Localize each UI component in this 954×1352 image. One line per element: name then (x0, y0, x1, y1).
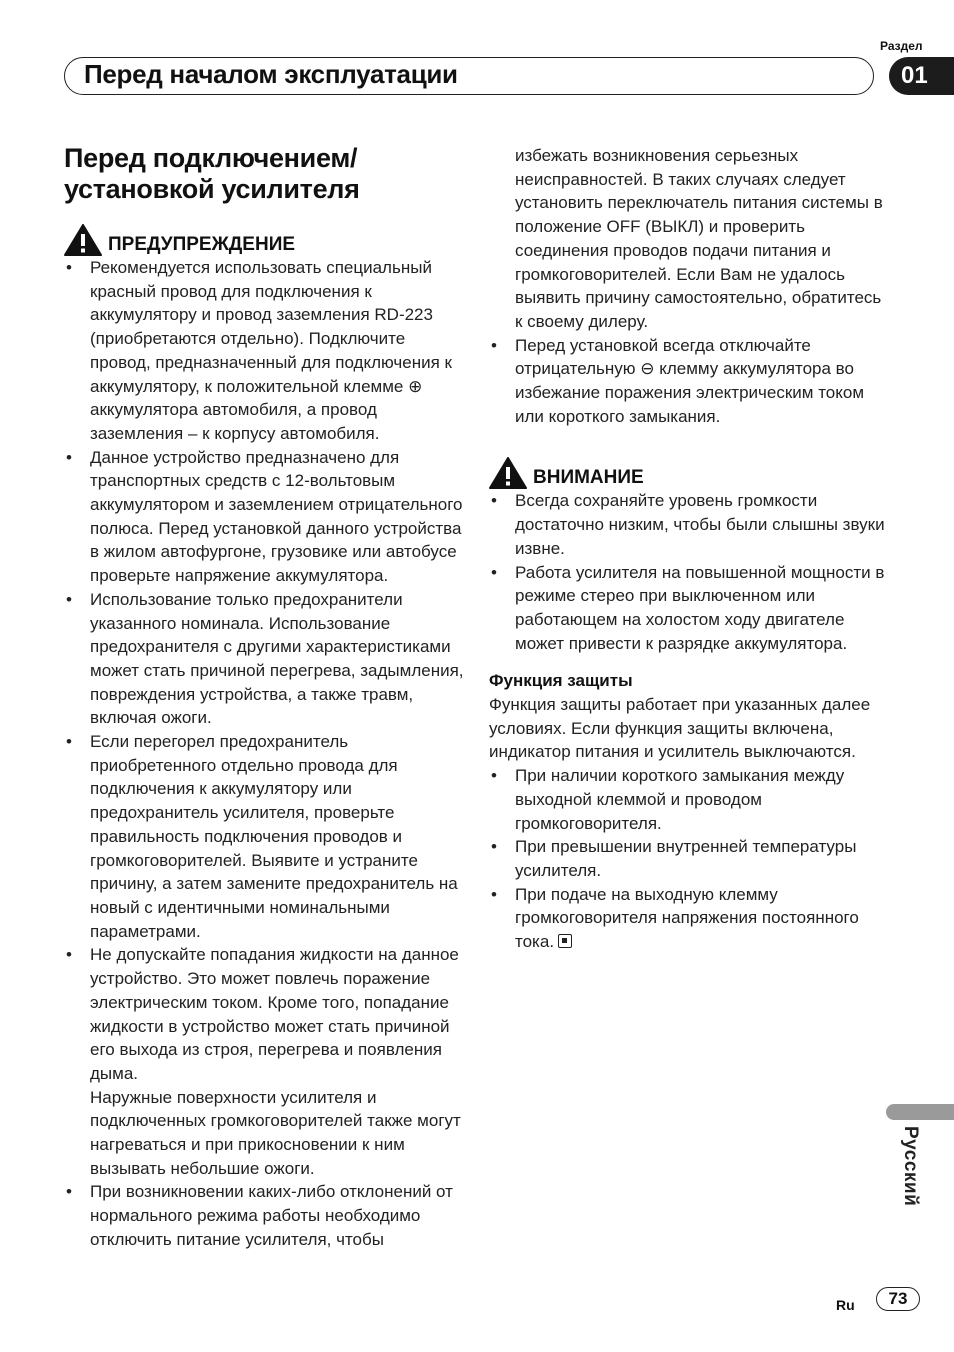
list-item: • Не допускайте попадания жидкости на данное устройство. Это может повлечь поражение электрическим током. Кроме того, попадание жидкости в устройство может стать причиной его выхода из строя, перегрева и появления дыма. (64, 943, 464, 1085)
right-column (489, 144, 889, 954)
caution-triangle-icon (489, 457, 527, 489)
caution-label: ВНИМАНИЕ (533, 467, 644, 489)
language-label: Русский (900, 1126, 921, 1207)
protection-heading: Функция защиты (489, 671, 633, 691)
list-item: • Работа усилителя на повышенной мощности в режиме стерео при выключенном или работающем на холостом ходу двигателе может привести к разрядке аккумулятора. (489, 561, 889, 656)
section-label: Раздел (880, 39, 923, 53)
list-item: • Всегда сохраняйте уровень громкости достаточно низким, чтобы были слышны звуки извне. (489, 489, 889, 560)
caution-list (489, 489, 889, 655)
warning-list (64, 256, 464, 1086)
list-item: • Если перегорел предохранитель приобретенного отдельно провода для подключения к аккумулятору или предохранитель усилителя, проверьте правильность подключения проводов и громкоговорителей. Выявите и устраните причину, а затем замените предохранитель на новый с идентичными номинальными параметрами. (64, 730, 464, 943)
list-item-continuation: Наружные поверхности усилителя и подключенных громкоговорителей также могут нагреваться и при прикосновении к ним вызывать небольшие ожоги. (90, 1087, 461, 1178)
list-item: • При возникновении каких-либо отклонений от нормального режима работы необходимо отключить питание усилителя, чтобы (64, 1180, 464, 1251)
page-number: 73 (876, 1287, 920, 1311)
caution-heading (489, 457, 889, 489)
warning-triangle-icon (64, 224, 102, 256)
page-header-title: Перед началом эксплуатации (84, 59, 458, 89)
list-item: • Рекомендуется использовать специальный красный провод для подключения к аккумулятору и провод заземления RD-223 (приобретаются отдельно). Подключите провод, предназначенный для подключения к аккумулятору, к положительной клемме ⊕ аккумулятора автомобиля, а провод заземления – к корпусу автомобиля. (64, 256, 464, 446)
list-item: • Перед установкой всегда отключайте отрицательную ⊖ клемму аккумулятора во избежание поражения электрическим током или короткого замыкания. (489, 334, 889, 429)
warning-list-continued (64, 1180, 464, 1251)
list-item (489, 883, 889, 954)
list-item: • Использование только предохранители указанного номинала. Использование предохранителя с другими характеристиками может стать причиной перегрева, задымления, повреждения устройства, а также травм, включая ожоги. (64, 588, 464, 730)
protection-list (489, 764, 889, 954)
warning-heading (64, 224, 464, 256)
language-tab (886, 1104, 954, 1120)
page-title: Перед подключением/ установкой усилителя (64, 143, 360, 204)
left-column (64, 224, 464, 1252)
section-number-badge: 01 (889, 57, 954, 95)
warning-list-end (489, 334, 889, 429)
list-item-continuation: избежать возникновения серьезных неисправностей. В таких случаях следует установить переключатель питания системы в положение OFF (ВЫКЛ) и проверить соединения проводов подачи питания и громкоговорителей. Если Вам не удалось выявить причину самостоятельно, обратитесь к своему дилеру. (515, 146, 883, 331)
protection-intro: Функция защиты работает при указанных далее условиях. Если функция защиты включена, индикатор питания и усилитель выключаются. (489, 695, 871, 762)
end-of-section-icon (558, 934, 572, 948)
list-item: • При превышении внутренней температуры усилителя. (489, 835, 889, 882)
language-code: Ru (836, 1297, 855, 1313)
warning-label: ПРЕДУПРЕЖДЕНИЕ (108, 234, 296, 255)
list-item: • Данное устройство предназначено для транспортных средств с 12-вольтовым аккумулятором и заземлением отрицательного полюса. Перед установкой данного устройства в жилом автофургоне, грузовике или автобусе проверьте напряжение аккумулятора. (64, 446, 464, 588)
list-item-text: При подаче на выходную клемму громкоговорителя напряжения постоянного тока. (515, 884, 859, 952)
list-item: • При наличии короткого замыкания между выходной клеммой и проводом громкоговорителя. (489, 764, 889, 835)
